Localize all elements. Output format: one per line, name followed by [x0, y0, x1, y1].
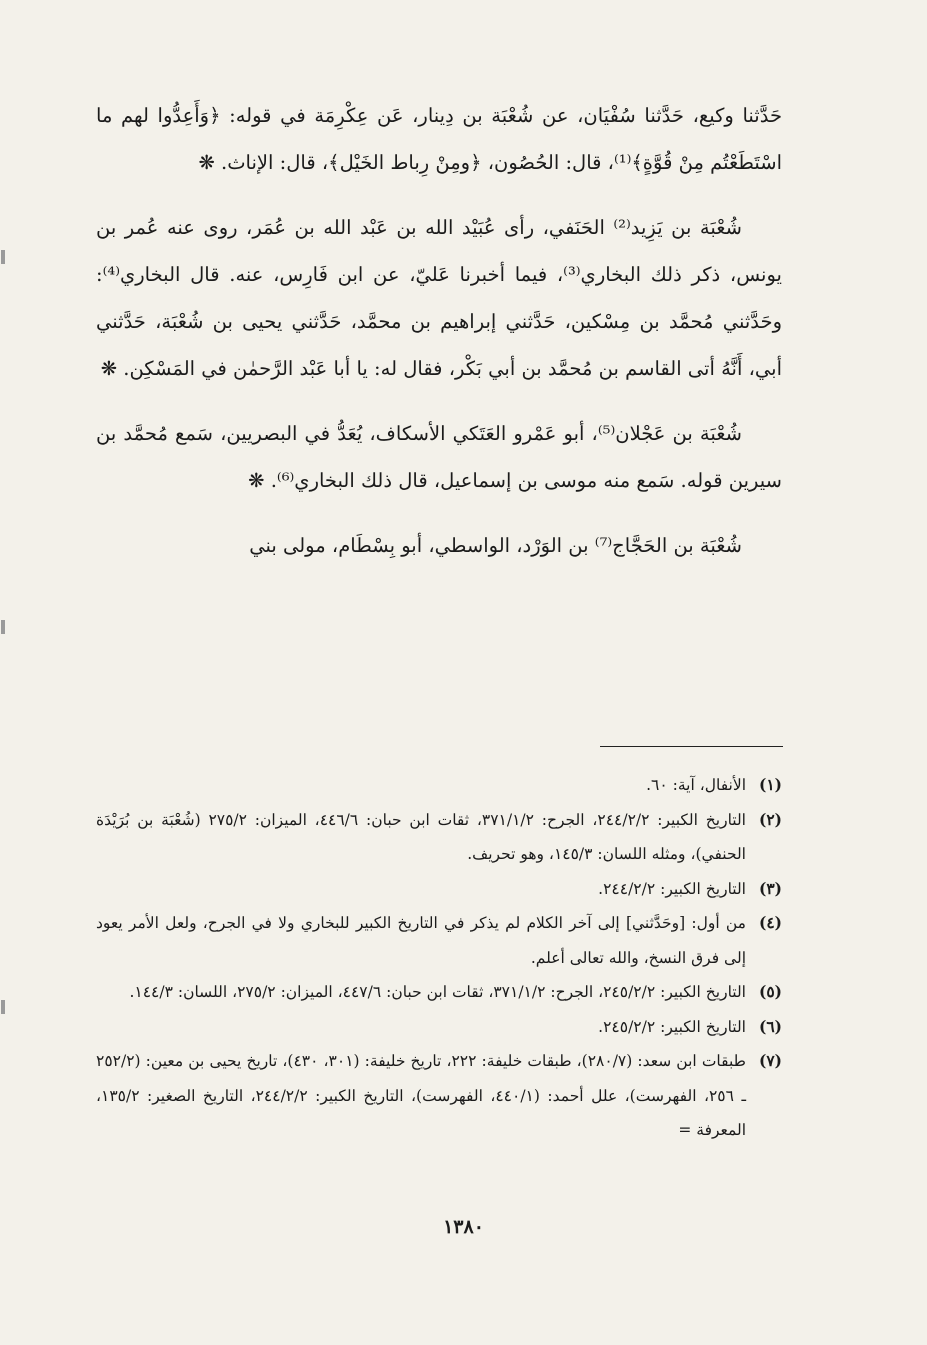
footnote-text: الأنفال، آية: ٦٠.	[646, 776, 746, 794]
scan-margin-mark	[1, 250, 5, 264]
footnote-text: من أول: [وحَدَّثني] إلى آخر الكلام لم يذكر في التاريخ الكبير للبخاري ولا في الجرح، ولعل الأمر يعود إلى فرق النسخ، والله تعالى أعلم.	[96, 914, 746, 967]
footnote-number: (٧)	[758, 1051, 782, 1070]
paragraph-shuba-bin-dinar: حَدَّثنا وكيع، حَدَّثنا سُفْيَان، عن شُعْبَة بن دِينار، عَن عِكْرِمَة في قوله: ﴿وَأَعِدُّوا لهم ما اسْتَطَعْتُم مِنْ قُوَّةٍ﴾⁽¹⁾، قال: الحُصُون، ﴿ومِنْ رِباط الخَيْل﴾، قال: الإناث. ❋	[96, 104, 782, 174]
paragraph-shuba-bin-hajjaj: شُعْبَة بن الحَجَّاج⁽⁷⁾ بن الوَرْد، الواسطي، أبو بِسْطَام، مولى بني	[249, 534, 742, 557]
footnote-text: التاريخ الكبير: ٢٤٤/٢/٢، الجرح: ٣٧١/١/٢، ثقات ابن حبان: ٤٤٦/٦، الميزان: ٢٧٥/٢ (شُعْبَة بن بُرَيْدَة الحنفي)، ومثله اللسان: ١٤٥/٣، وهو تحريف.	[96, 810, 746, 863]
footnote-5	[96, 975, 782, 1010]
footnote-4	[96, 906, 782, 975]
main-text	[96, 92, 782, 587]
footnote-6	[96, 1010, 782, 1045]
footnote-separator	[600, 746, 783, 747]
footnote-number: (٤)	[758, 913, 782, 932]
footnote-number: (٢)	[758, 809, 782, 829]
footnote-number: (٦)	[758, 1016, 782, 1036]
footnote-1	[96, 768, 782, 803]
scan-margin-mark	[1, 620, 5, 634]
footnote-7	[96, 1044, 782, 1148]
footnote-text: التاريخ الكبير: ٢٤٥/٢/٢، الجرح: ٣٧١/١/٢، ثقات ابن حبان: ٤٤٧/٦، الميزان: ٢٧٥/٢، اللسان: ١٤٤/٣.	[129, 983, 746, 1001]
page-number: ١٣٨٠	[443, 1216, 484, 1238]
footnote-text: التاريخ الكبير: ٢٤٥/٢/٢.	[598, 1017, 746, 1036]
paragraph-shuba-bin-yazid: شُعْبَة بن يَزِيد⁽²⁾ الحَنَفي، رأى عُبَيْد الله بن عَبْد الله بن عُمَر، روى عنه عُمر بن يونس، ذكر ذلك البخاري⁽³⁾، فيما أخبرنا عَليّ، عن ابن فَارِس، عنه. قال البخاري⁽⁴⁾: وحَدَّثني مُحمَّد بن مِسْكين، حَدَّثني إبراهيم بن محمَّد، حَدَّثني يحيى بن شُعْبَة، حَدَّثني أبي، أَنَّهُ أتى القاسم بن مُحمَّد بن أبي بَكْر، فقال له: يا أبا عَبْد الرَّحمٰن في المَسْكِن. ❋	[96, 216, 782, 380]
footnote-text: التاريخ الكبير: ٢٤٤/٢/٢.	[598, 879, 746, 898]
footnotes	[96, 768, 782, 1148]
footnote-number: (٥)	[758, 982, 782, 1001]
footnote-number: (٣)	[758, 878, 782, 898]
footnote-2	[96, 803, 782, 872]
paragraph-shuba-bin-ajlan: شُعْبَة بن عَجْلان⁽⁵⁾، أبو عَمْرو العَتَكي الأسكاف، يُعَدُّ في البصريين، سَمع مُحمَّد بن سيرين قوله. سَمع منه موسى بن إسماعيل، قال ذلك البخاري⁽⁶⁾. ❋	[96, 422, 782, 492]
footnote-text: طبقات ابن سعد: (٢٨٠/٧)، طبقات خليفة: ٢٢٢، تاريخ خليفة: (٣٠١، ٤٣٠)، تاريخ يحيى بن معين: (٢٥٢/٢ ـ ٢٥٦، الفهرست)، علل أحمد: (٤٤٠/١، الفهرست)، التاريخ الكبير: ٢٤٤/٢/٢، التاريخ الصغير: ١٣٥/٢، المعرفة =	[96, 1052, 746, 1139]
scan-margin-mark	[1, 1000, 5, 1014]
footnote-number: (١)	[758, 775, 782, 794]
footnote-3	[96, 872, 782, 907]
